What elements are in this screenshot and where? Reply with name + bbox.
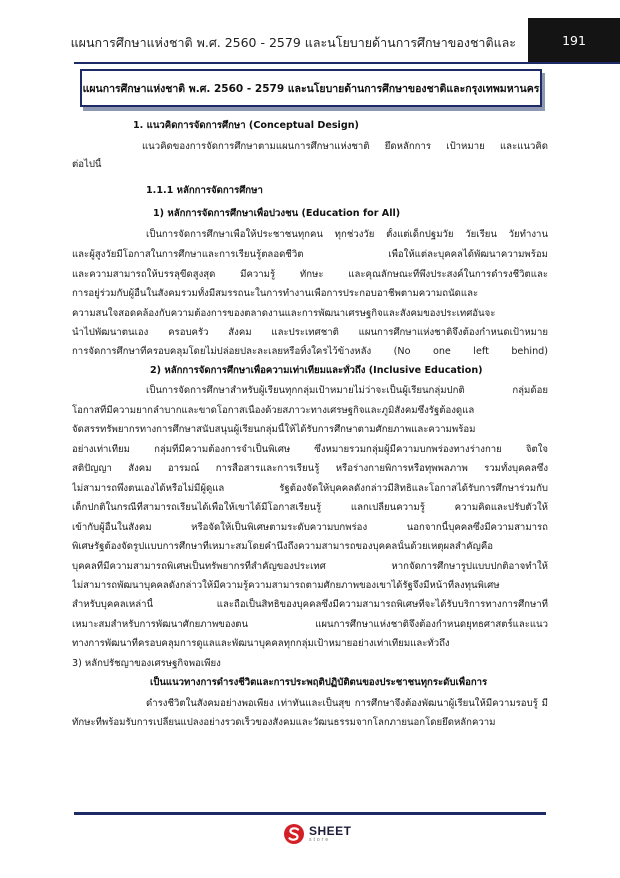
paragraph-line: และผู้สูงวัยมีโอกาสในการศึกษาและการเรียนรู้ตลอดชีวิต เพื่อให้แต่ละบุคคลได้พัฒนาความพร้อม <box>72 249 548 260</box>
paragraph-line: ความสนใจสอดคล้องกับความต้องการของตลาดงานและการพัฒนาเศรษฐกิจและสังคมของประเทศอันจะ <box>72 308 496 319</box>
paragraph-line: ไม่สามารถพัฒนาบุคคลดังกล่าวให้มีความรู้ความสามารถตามศักยภาพของเขาได้รัฐจึงมีหน้าที่ลงทุนพิเศษ <box>72 580 500 591</box>
footer-divider <box>74 812 546 815</box>
paragraph-line: การจัดการศึกษาที่ครอบคลุมโดยไม่ปล่อยปละละเลยหรือทิ้งใครไว้ข้างหลัง (No one left behind) <box>72 346 548 357</box>
paragraph-line: และความสามารถให้บรรลุขีดสูงสุด มีความรู้ ทักษะ และคุณลักษณะที่พึงประสงค์ในการดำรงชีวิตและ <box>72 269 548 280</box>
paragraph-line: พิเศษรัฐต้องจัดรูปแบบการศึกษาที่เหมาะสมโดยคำนึงถึงความสามารถของบุคคลนั้นด้วยเหตุผลสำคัญคือ <box>72 541 494 552</box>
heading-education-for-all: 1) หลักการจัดการศึกษาเพื่อปวงชน (Education for All) <box>153 208 401 219</box>
paragraph-line: โอกาสที่มีความยากลำบากและขาดโอกาสเนื่องด้วยสภาวะทางเศรษฐกิจและภูมิสังคมซึ่งรัฐต้องดูแล <box>72 405 475 416</box>
paragraph-line: จัดสรรทรัพยากรทางการศึกษาสนับสนุนผู้เรียนกลุ่มนี้ให้ได้รับการศึกษาตามศักยภาพและความพร้อม <box>72 424 476 435</box>
logo-brand: SHEET <box>309 824 352 838</box>
paragraph-line: บุคคลที่มีความสามารถพิเศษเป็นทรัพยากรที่สำคัญของประเทศ หากจัดการศึกษารูปแบบปกติอาจทำให้ <box>72 561 548 572</box>
heading-inclusive-education: 2) หลักการจัดการศึกษาเพื่อความเท่าเทียมและทั่วถึง (Inclusive Education) <box>150 365 483 376</box>
sheet-logo-icon <box>283 823 305 845</box>
paragraph-line: เหมาะสมสำหรับการพัฒนาศักยภาพของตน แผนการศึกษาแห่งชาติจึงต้องกำหนดยุทธศาสตร์และแนว <box>72 619 548 630</box>
paragraph-line: การอยู่ร่วมกับผู้อื่นในสังคมรวมทั้งมีสมรรถนะในการทำงานเพื่อการประกอบอาชีพตามความถนัดและ <box>72 288 479 299</box>
paragraph-line: เป็นการจัดการศึกษาเพื่อให้ประชาชนทุกคน ทุกช่วงวัย ตั้งแต่เด็กปฐมวัย วัยเรียน วัยทำงาน <box>146 229 548 240</box>
header-title: แผนการศึกษาแห่งชาติ พ.ศ. 2560 - 2579 และนโยบายด้านการศึกษาของชาติและ <box>70 35 516 50</box>
page-header <box>0 0 620 64</box>
section-title: แผนการศึกษาแห่งชาติ พ.ศ. 2560 - 2579 และนโยบายด้านการศึกษาของชาติและกรุงเทพมหานคร <box>82 82 540 95</box>
header-divider <box>74 62 620 64</box>
paragraph-line: ทางการพัฒนาที่ครอบคลุมการดูแลและพัฒนาบุคคลทุกกลุ่มเป้าหมายอย่างเท่าเทียมและทั่วถึง <box>72 638 450 649</box>
paragraph-line: เป็นการจัดการศึกษาสำหรับผู้เรียนทุกกลุ่มเป้าหมายไม่ว่าจะเป็นผู้เรียนกลุ่มปกติ กลุ่มด้อย <box>146 385 548 396</box>
paragraph-line: ไม่สามารถพึ่งตนเองได้หรือไม่มีผู้ดูแล รัฐต้องจัดให้บุคคลดังกล่าวมีสิทธิและโอกาสได้รับการศึกษาร่วมกับ <box>72 483 548 494</box>
heading-principles: 1.1.1 หลักการจัดการศึกษา <box>146 185 263 196</box>
paragraph-line: เด็กปกติในกรณีที่สามารถเรียนได้เพื่อให้เขาได้มีโอกาสเรียนรู้ แลกเปลี่ยนความรู้ ความคิดและปรับตัวให้ <box>72 502 548 513</box>
paragraph-line: สำหรับบุคคลเหล่านี้ และถือเป็นสิทธิของบุคคลซึ่งมีความสามารถพิเศษที่จะได้รับบริการทางการศึกษาที่ <box>72 599 548 610</box>
heading-conceptual-design: 1. แนวคิดการจัดการศึกษา (Conceptual Design) <box>133 120 359 131</box>
paragraph-line: ดำรงชีวิตในสังคมอย่างพอเพียง เท่าทันและเป็นสุข การศึกษาจึงต้องพัฒนาผู้เรียนให้มีความรอบรู้ มี <box>146 698 548 709</box>
paragraph-line: เข้ากับผู้อื่นในสังคม หรือจัดให้เป็นพิเศษตามระดับความบกพร่อง นอกจากนี้บุคคลซึ่งมีความสามารถ <box>72 522 548 533</box>
paragraph-line: นำไปพัฒนาตนเอง ครอบครัว สังคม และประเทศชาติ แผนการศึกษาแห่งชาติจึงต้องกำหนดเป้าหมาย <box>72 327 548 338</box>
section-title-box <box>80 69 542 107</box>
paragraph-line: อย่างเท่าเทียม กลุ่มที่มีความต้องการจำเป็นพิเศษ ซึ่งหมายรวมกลุ่มผู้มีความบกพร่องทางร่างกาย จิตใจ <box>72 444 548 455</box>
paragraph-line: ทักษะที่พร้อมรับการเปลี่ยนแปลงอย่างรวดเร็วของสังคมและวัฒนธรรมจากโลกภายนอกโดยยึดหลักความ <box>72 717 496 728</box>
page-number: 191 <box>528 18 620 62</box>
paragraph-line: แนวคิดของการจัดการศึกษาตามแผนการศึกษาแห่งชาติ ยึดหลักการ เป้าหมาย และแนวคิด <box>142 141 548 152</box>
logo-sub: store <box>309 837 331 843</box>
sheet-store-logo <box>283 820 353 848</box>
paragraph-line: ต่อไปนี้ <box>72 159 102 170</box>
heading-sufficiency-economy: เป็นแนวทางการดำรงชีวิตและการประพฤติปฏิบัติตนของประชาชนทุกระดับเพื่อการ <box>150 677 488 688</box>
paragraph-line: 3) หลักปรัชญาของเศรษฐกิจพอเพียง <box>72 658 221 669</box>
paragraph-line: สติปัญญา สังคม อารมณ์ การสื่อสารและการเรียนรู้ หรือร่างกายพิการหรือทุพพลภาพ รวมทั้งบุคคลซึ่ง <box>72 463 548 474</box>
